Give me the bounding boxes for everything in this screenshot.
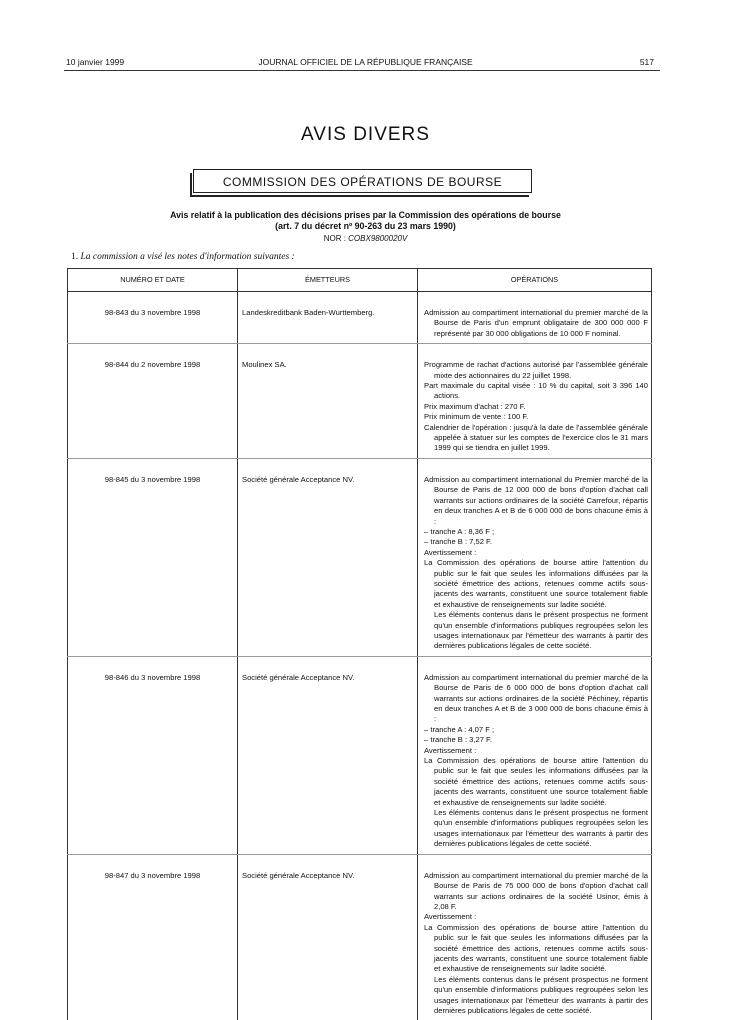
table-row (68, 458, 652, 656)
operation-paragraph: – tranche B : 3,27 F. (424, 735, 648, 745)
operation-paragraph: Admission au compartiment international du premier marché de la Bourse de Paris d'un emprunt obligataire de 300 000 000 F représenté par 30 000 obligations de 10 000 F nominal. (424, 308, 648, 339)
avis-subheading: (art. 7 du décret nº 90-263 du 23 mars 1990) (0, 221, 731, 231)
cell-emetteur: Landeskreditbank Baden-Wurttemberg. (238, 292, 418, 344)
journal-title: JOURNAL OFFICIEL DE LA RÉPUBLIQUE FRANÇAISE (0, 57, 731, 67)
cell-operations (418, 344, 652, 459)
cell-emetteur: Moulinex SA. (238, 344, 418, 459)
table-body (68, 292, 652, 1020)
operation-paragraph: Admission au compartiment international du premier marché de la Bourse de Paris de 75 000 000 de bons d'option d'achat call warrants sur actions ordinaires de la société Usinor, émis à 2,08 F. (424, 871, 648, 913)
operation-paragraph: Les éléments contenus dans le présent prospectus ne forment qu'un ensemble d'informations publiques regroupées selon les usages internationaux par l'émetteur des warrants à partir des dernières publications légales de cette société. (424, 808, 648, 850)
avis-heading: Avis relatif à la publication des décisions prises par la Commission des opérations de bourse (0, 210, 731, 220)
cell-numero: 98-844 du 2 novembre 1998 (68, 344, 238, 459)
cell-operations (418, 292, 652, 344)
table-row (68, 854, 652, 1020)
cell-emetteur: Société générale Acceptance NV. (238, 458, 418, 656)
intro-text: La commission a visé les notes d'information suivantes : (81, 252, 295, 262)
operation-paragraph: Prix maximum d'achat : 270 F. (424, 402, 648, 412)
operation-paragraph: Les éléments contenus dans le présent prospectus ne forment qu'un ensemble d'informations publiques regroupées selon les usages internationaux par l'émetteur des warrants à partir des dernières publications légales de cette société. (424, 610, 648, 652)
column-header-emetteurs: ÉMETTEURS (238, 269, 418, 292)
table-row (68, 344, 652, 459)
operation-paragraph: La Commission des opérations de bourse attire l'attention du public sur le fait que seules les informations diffusées par la société émettrice des actions, retenues comme actifs sous-jacents des warrants, constituent une source totalement fiable et exhaustive de renseignements sur ladite société. (424, 923, 648, 975)
nor-line (0, 234, 731, 243)
operation-paragraph: – tranche B : 7,52 F. (424, 537, 648, 547)
intro-paragraph (71, 252, 295, 262)
cell-numero: 98-843 du 3 novembre 1998 (68, 292, 238, 344)
operation-paragraph: Avertissement : (424, 912, 648, 922)
operation-paragraph: – tranche A : 4,07 F ; (424, 725, 648, 735)
operation-paragraph: Les éléments contenus dans le présent prospectus ne forment qu'un ensemble d'informations publiques regroupées selon les usages internationaux par l'émetteur des warrants à partir des dernières publications légales de cette société. (424, 975, 648, 1017)
table-row (68, 656, 652, 854)
operation-paragraph: Avertissement : (424, 548, 648, 558)
decisions-table (67, 268, 652, 1020)
page-number: 517 (640, 57, 654, 67)
operation-paragraph: La Commission des opérations de bourse attire l'attention du public sur le fait que seules les informations diffusées par la société émettrice des actions, retenues comme actifs sous-jacents des warrants, constituent une source totalement fiable et exhaustive de renseignements sur ladite société. (424, 558, 648, 610)
intro-number: 1. (71, 252, 78, 262)
operation-paragraph: La Commission des opérations de bourse attire l'attention du public sur le fait que seules les informations diffusées par la société émettrice des actions, retenues comme actifs sous-jacents des warrants, constituent une source totalement fiable et exhaustive de renseignements sur ladite société. (424, 756, 648, 808)
cell-numero: 98-847 du 3 novembre 1998 (68, 854, 238, 1020)
cell-operations (418, 458, 652, 656)
cell-numero: 98-846 du 3 novembre 1998 (68, 656, 238, 854)
operation-paragraph: Admission au compartiment international du Premier marché de la Bourse de Paris de 12 000 000 de bons d'option d'achat call warrants sur actions ordinaires de la société Carrefour, répartis en deux tranches A et B de 6 000 000 de bons chacune émis à : (424, 475, 648, 527)
nor-label: NOR : (324, 234, 346, 243)
header-date: 10 janvier 1999 (66, 57, 124, 67)
column-header-numero: NUMÉRO ET DATE (68, 269, 238, 292)
operation-paragraph: Prix minimum de vente : 100 F. (424, 412, 648, 422)
cell-operations (418, 854, 652, 1020)
cell-numero: 98-845 du 3 novembre 1998 (68, 458, 238, 656)
cell-operations (418, 656, 652, 854)
column-header-operations: OPÉRATIONS (418, 269, 652, 292)
operation-paragraph: – tranche A : 8,36 F ; (424, 527, 648, 537)
operation-paragraph: Part maximale du capital visée : 10 % du capital, soit 3 396 140 actions. (424, 381, 648, 402)
cell-emetteur: Société générale Acceptance NV. (238, 854, 418, 1020)
table-header-row (68, 269, 652, 292)
table-row (68, 292, 652, 344)
operation-paragraph: Programme de rachat d'actions autorisé par l'assemblée générale mixte des actionnaires du 22 juillet 1998. (424, 360, 648, 381)
operation-paragraph: Admission au compartiment international du premier marché de la Bourse de Paris de 6 000 000 de bons d'option d'achat call warrants sur actions ordinaires de la société Péchiney, répartis en deux tranches A et B de 3 000 000 de bons chacune émis à : (424, 673, 648, 725)
cell-emetteur: Société générale Acceptance NV. (238, 656, 418, 854)
operation-paragraph: Avertissement : (424, 746, 648, 756)
nor-code: COBX9800020V (348, 234, 407, 243)
operation-paragraph: Calendrier de l'opération : jusqu'à la date de l'assemblée générale appelée à statuer sur les comptes de l'exercice clos le 31 mars 1999 qui se tiendra en juillet 1999. (424, 423, 648, 454)
box-title: COMMISSION DES OPÉRATIONS DE BOURSE (193, 169, 532, 193)
section-title: AVIS DIVERS (0, 124, 731, 146)
header-rule (64, 70, 660, 71)
